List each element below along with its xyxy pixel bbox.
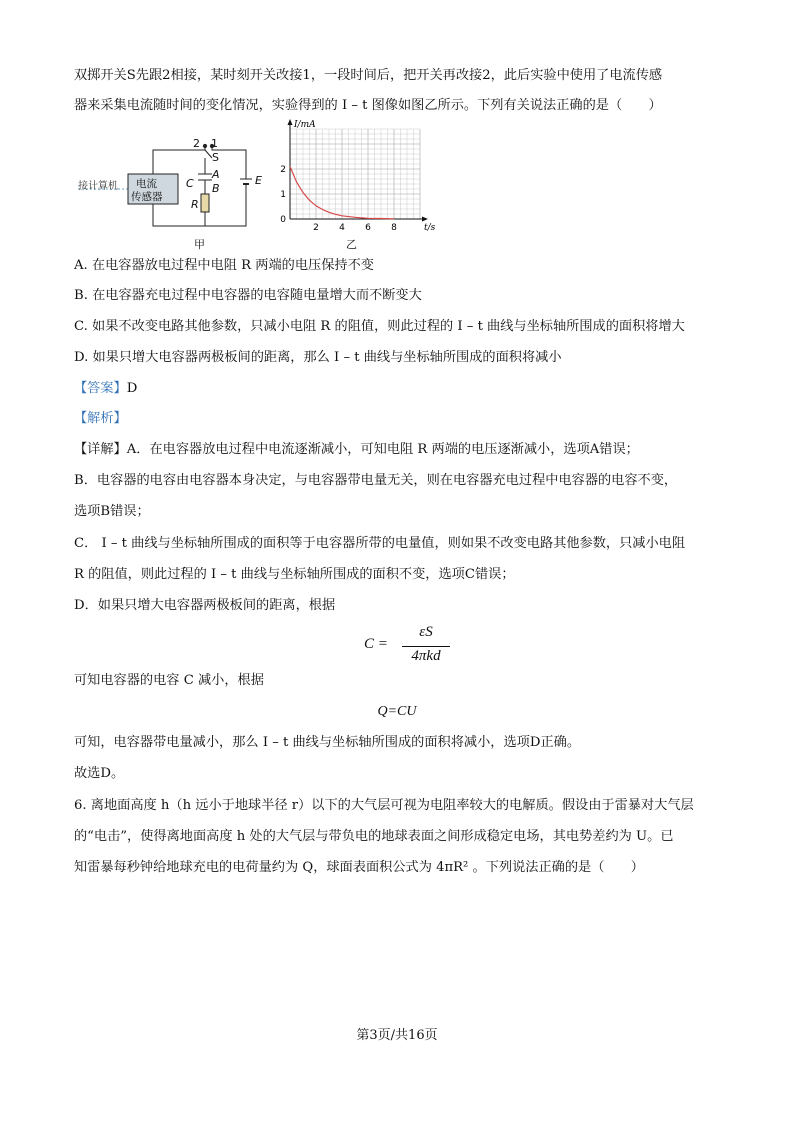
answer-value: D: [126, 381, 138, 396]
switch-label-1: 1: [211, 137, 218, 150]
x-tick-label: 6: [365, 223, 371, 233]
y-tick-label: 1: [280, 190, 286, 200]
detail-line-8: 可知，电容器带电量减小，那么 I – t 曲线与坐标轴所围成的面积将减小，选项D正确。: [74, 735, 581, 750]
formula-denominator: 4πkd: [411, 648, 441, 664]
sensor-label-2: 传感器: [131, 191, 163, 203]
formula-numerator: εS: [419, 624, 433, 640]
y-tick-label: 0: [280, 215, 286, 225]
figure-caption-jia: 甲: [194, 238, 205, 251]
detail-line-3: 选项B错误；: [74, 504, 150, 519]
sensor-label-1: 电流: [136, 178, 157, 190]
resistor-body: [201, 194, 209, 212]
option-b: B. 在电容器充电过程中电容器的电容随电量增大而不断变大: [74, 288, 422, 303]
y-axis-label: I/mA: [294, 120, 316, 130]
x-tick-label: 2: [313, 223, 319, 233]
detail-line-1: [74, 440, 724, 460]
detail-line-7: 可知电容器的电容 C 减小，根据: [74, 673, 264, 688]
fraction-bar: [402, 646, 450, 647]
formula-lhs: C =: [364, 636, 388, 652]
plate-label-a: A: [212, 168, 220, 181]
option-a: A. 在电容器放电过程中电阻 R 两端的电压保持不变: [74, 258, 374, 273]
figure: [70, 120, 436, 254]
answer-label: 【答案】: [74, 381, 127, 396]
switch-contact-2: [203, 144, 206, 147]
detail-label: 【详解】: [74, 442, 127, 457]
switch-blade: [205, 150, 212, 158]
detail-line-5: R 的阻值，则此过程的 I – t 曲线与坐标轴所围成的面积不变，选项C错误；: [74, 567, 515, 582]
page-footer: 第3页/共16页: [356, 1028, 438, 1043]
formula-capacitance: [364, 624, 484, 668]
capacitor-label-c: C: [186, 177, 194, 190]
battery-label-e: E: [255, 174, 262, 187]
switch-label-2: 2: [193, 137, 200, 150]
question-6-line-3: 知雷暴每秒钟给地球充电的电荷量约为 Q，球面表面积公式为 4πR² 。下列说法正确的是（ ）: [74, 860, 644, 875]
option-c: C. 如果不改变电路其他参数，只减小电阻 R 的阻值，则此过程的 I – t 曲线与坐标轴所围成的面积将增大: [74, 319, 685, 334]
formula-charge: Q=CU: [377, 704, 417, 719]
detail-line-6: D．如果只增大电容器两极板间的距离，根据: [74, 598, 336, 613]
detail-text-1: A．在电容器放电过程中电流逐渐减小，可知电阻 R 两端的电压逐渐减小，选项A错误；: [126, 442, 639, 457]
intro-line-2: 器来采集电流随时间的变化情况，实验得到的 I – t 图像如图乙所示。下列有关说法正确的是（ ）: [74, 98, 662, 113]
switch-label-s: S: [212, 151, 219, 164]
option-d: D. 如果只增大电容器两极板间的距离，那么 I – t 曲线与坐标轴所围成的面积将减小: [74, 350, 562, 365]
question-6-line-1: 6. 离地面高度 h（h 远小于地球半径 r）以下的大气层可视为电阻率较大的电解质。假设由于雷暴对大气层: [74, 798, 694, 813]
figure-caption-yi: 乙: [346, 238, 357, 251]
y-axis-arrow: [288, 119, 293, 125]
detail-line-9: 故选D。: [74, 766, 125, 781]
answer-line: [74, 379, 724, 399]
x-axis-label: t/s: [424, 223, 436, 233]
i-t-graph: [280, 119, 435, 233]
plate-label-b: B: [212, 182, 220, 195]
intro-line-1: 双掷开关S先跟2相接，某时刻开关改接1，一段时间后，把开关再改接2，此后实验中使用了电流传感: [74, 68, 663, 83]
detail-line-4: C． I – t 曲线与坐标轴所围成的面积等于电容器所带的电量值，则如果不改变电路其他参数，只减小电阻: [74, 536, 686, 551]
question-6-line-2: 的“电击”，使得离地面高度 h 处的大气层与带负电的地球表面之间形成稳定电场，其电势差约为 U。已: [74, 829, 674, 844]
resistor-label-r: R: [191, 198, 199, 211]
x-tick-label: 8: [391, 223, 397, 233]
computer-label: 接计算机: [78, 181, 118, 192]
y-tick-label: 2: [280, 165, 286, 175]
detail-line-2: B．电容器的电容由电容器本身决定，与电容器带电量无关，则在电容器充电过程中电容器的电容不变，: [74, 473, 678, 488]
wire-top-left: [153, 146, 205, 174]
analysis-label: 【解析】: [74, 411, 127, 426]
x-axis-arrow: [422, 217, 428, 222]
x-tick-label: 4: [339, 223, 345, 233]
